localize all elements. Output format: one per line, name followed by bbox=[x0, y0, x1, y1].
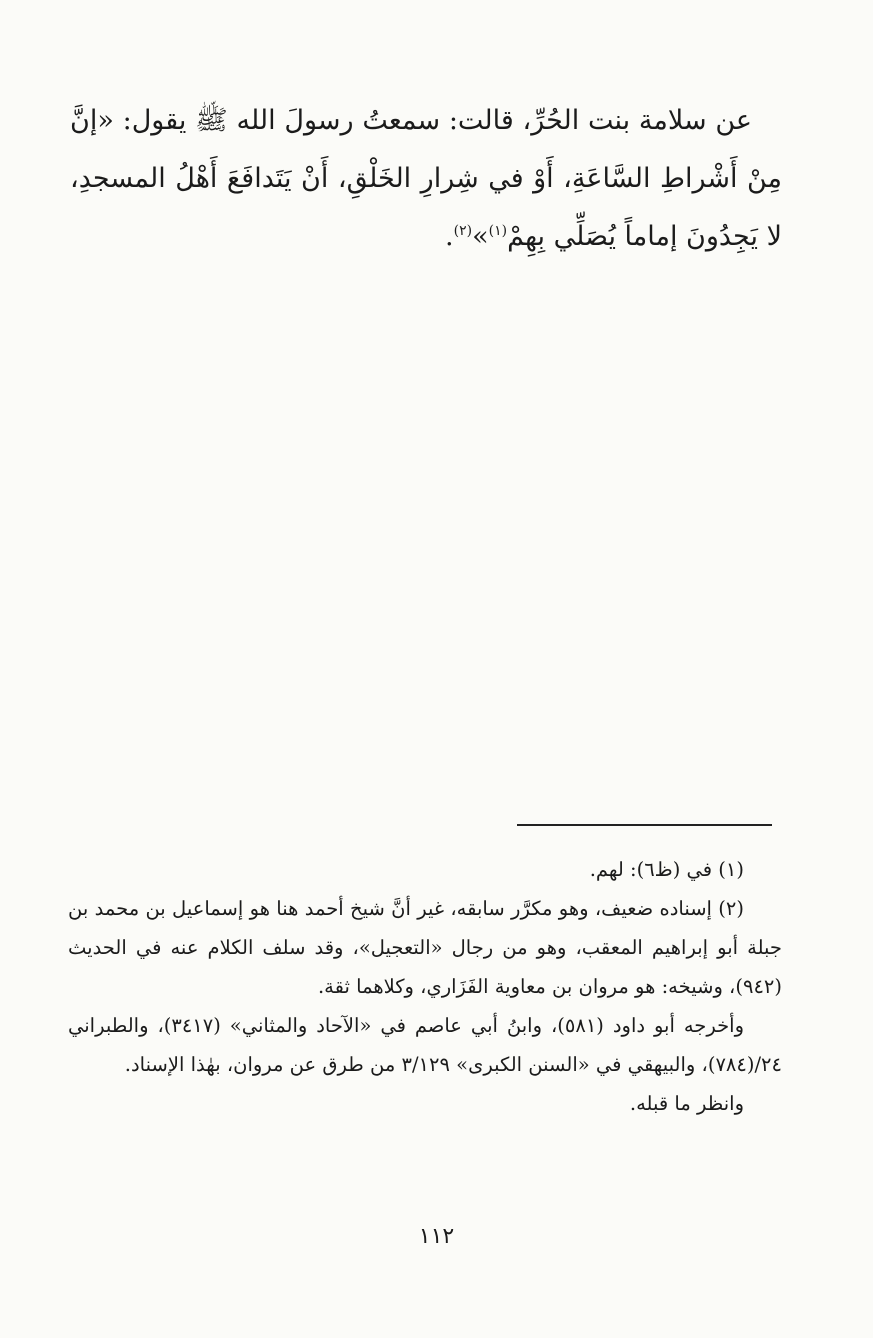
hadith-text bbox=[70, 92, 782, 266]
footnote-2-paragraph-1: (٢) إسناده ضعيف، وهو مكرَّر سابقه، غير أنَّ شيخ أحمد هنا هو إسماعيل بن محمد بن جبلة أبو إبراهيم المعقب، وهو من رجال «التعجيل»، وقد سلف الكلام عنه في الحديث (٩٤٢)، وشيخه: هو مروان بن معاوية الفَزَاري، وكلاهما ثقة. bbox=[68, 897, 782, 998]
footnote-ref-2[interactable]: (٢) bbox=[453, 223, 473, 239]
page-number: ١١٢ bbox=[418, 1224, 455, 1249]
footnote-separator bbox=[517, 824, 772, 826]
footnote-1: (١) في (ظ٦): لهم. bbox=[589, 858, 744, 881]
closing-quote: » bbox=[472, 221, 489, 252]
end-period: . bbox=[445, 221, 454, 252]
footnotes bbox=[68, 850, 782, 1123]
footnote-2-paragraph-3: وانظر ما قبله. bbox=[629, 1092, 744, 1115]
hadith-paragraph bbox=[70, 92, 782, 266]
hadith-line-2: «إنَّ مِنْ أَشْراطِ السَّاعَةِ، أَوْ في شِرارِ الخَلْقِ، أَنْ يَتَدافَعَ أَهْلُ bbox=[70, 105, 782, 194]
footnote-2-paragraph-2: وأخرجه أبو داود (٥٨١)، وابنُ أبي عاصم في «الآحاد والمثاني» (٣٤١٧)، والطبراني ٢٤/(٧٨٤)، والبيهقي في «السنن الكبرى» ٣/١٢٩ من طرق عن مروان، بهٰذا الإسناد. bbox=[68, 1014, 782, 1076]
hadith-line-3: المسجدِ، لا يَجِدُونَ إماماً يُصَلِّي بِهِمْ bbox=[70, 163, 782, 252]
footnote-ref-1[interactable]: (١) bbox=[488, 223, 508, 239]
hadith-line-1: عن سلامة بنت الحُرِّ، قالت: سمعتُ رسولَ الله ﷺ يقول: bbox=[122, 105, 752, 136]
